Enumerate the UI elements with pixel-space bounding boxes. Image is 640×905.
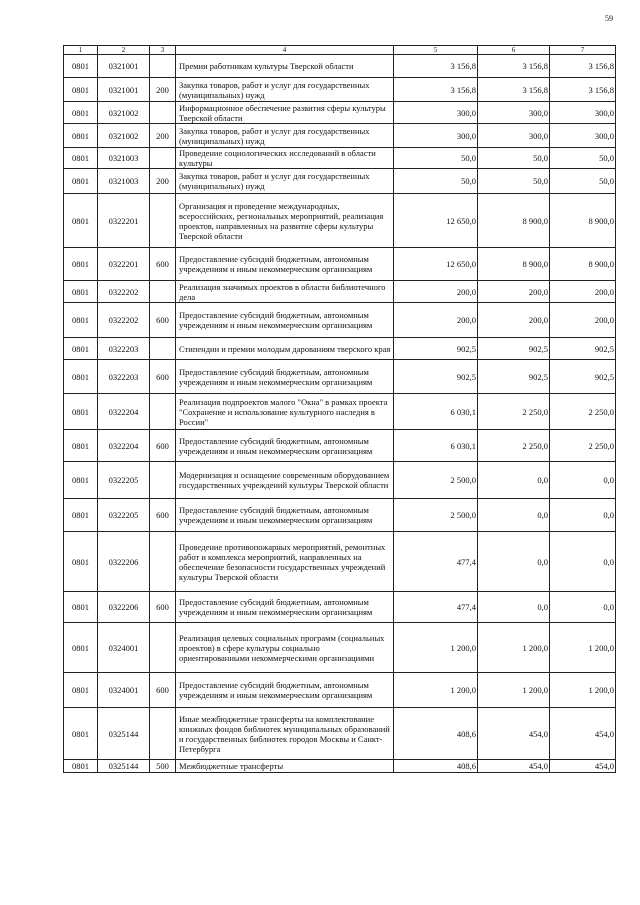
row-expense-type: 200 <box>150 124 176 148</box>
row-target-code: 0322206 <box>98 592 150 623</box>
row-value-col7: 8 900,0 <box>550 248 616 281</box>
row-expense-type <box>150 194 176 248</box>
row-name: Премии работникам культуры Тверской области <box>176 55 394 78</box>
row-target-code: 0322203 <box>98 338 150 360</box>
table-row <box>64 124 616 148</box>
row-value-col5: 408,6 <box>394 708 478 760</box>
row-target-code: 0325144 <box>98 708 150 760</box>
row-section-code: 0801 <box>64 55 98 78</box>
row-section-code: 0801 <box>64 78 98 102</box>
row-value-col5: 300,0 <box>394 102 478 124</box>
row-target-code: 0322201 <box>98 248 150 281</box>
row-value-col7: 1 200,0 <box>550 623 616 673</box>
row-name: Информационное обеспечение развития сферы культуры Тверской области <box>176 102 394 124</box>
row-name: Закупка товаров, работ и услуг для государственных (муниципальных) нужд <box>176 78 394 102</box>
row-value-col6: 0,0 <box>478 592 550 623</box>
row-name: Иные межбюджетные трансферты на комплектование книжных фондов библиотек муниципальных образований и государственных библиотек городов Москвы и Санкт-Петербурга <box>176 708 394 760</box>
row-value-col7: 454,0 <box>550 708 616 760</box>
row-target-code: 0321003 <box>98 148 150 169</box>
row-value-col5: 12 650,0 <box>394 248 478 281</box>
row-value-col7: 2 250,0 <box>550 394 616 430</box>
row-section-code: 0801 <box>64 623 98 673</box>
row-value-col5: 2 500,0 <box>394 462 478 499</box>
row-value-col5: 6 030,1 <box>394 430 478 462</box>
row-name: Предоставление субсидий бюджетным, автономным учреждениям и иным некоммерческим организациям <box>176 592 394 623</box>
row-value-col7: 3 156,8 <box>550 78 616 102</box>
row-value-col5: 902,5 <box>394 338 478 360</box>
row-value-col7: 0,0 <box>550 462 616 499</box>
row-section-code: 0801 <box>64 169 98 194</box>
row-value-col5: 1 200,0 <box>394 673 478 708</box>
row-value-col7: 200,0 <box>550 281 616 303</box>
row-section-code: 0801 <box>64 248 98 281</box>
row-value-col6: 0,0 <box>478 462 550 499</box>
row-value-col7: 902,5 <box>550 360 616 394</box>
row-expense-type <box>150 623 176 673</box>
row-name: Реализация значимых проектов в области библиотечного дела <box>176 281 394 303</box>
row-value-col6: 0,0 <box>478 499 550 532</box>
row-value-col7: 50,0 <box>550 148 616 169</box>
row-expense-type: 600 <box>150 499 176 532</box>
row-expense-type <box>150 55 176 78</box>
column-header: 2 <box>98 46 150 55</box>
row-expense-type <box>150 102 176 124</box>
column-number-row <box>64 46 616 55</box>
row-name: Межбюджетные трансферты <box>176 760 394 773</box>
row-expense-type <box>150 462 176 499</box>
row-expense-type: 200 <box>150 78 176 102</box>
budget-table <box>63 45 616 773</box>
row-value-col7: 200,0 <box>550 303 616 338</box>
table-row <box>64 281 616 303</box>
row-value-col7: 300,0 <box>550 102 616 124</box>
row-target-code: 0322206 <box>98 532 150 592</box>
row-target-code: 0321003 <box>98 169 150 194</box>
row-name: Предоставление субсидий бюджетным, автономным учреждениям и иным некоммерческим организациям <box>176 430 394 462</box>
table-row <box>64 592 616 623</box>
row-target-code: 0321002 <box>98 124 150 148</box>
row-section-code: 0801 <box>64 194 98 248</box>
row-section-code: 0801 <box>64 102 98 124</box>
row-section-code: 0801 <box>64 303 98 338</box>
row-target-code: 0321002 <box>98 102 150 124</box>
row-section-code: 0801 <box>64 673 98 708</box>
row-section-code: 0801 <box>64 430 98 462</box>
row-expense-type: 600 <box>150 673 176 708</box>
row-value-col6: 50,0 <box>478 148 550 169</box>
table-row <box>64 394 616 430</box>
column-header: 5 <box>394 46 478 55</box>
row-value-col6: 50,0 <box>478 169 550 194</box>
row-target-code: 0322201 <box>98 194 150 248</box>
row-name: Предоставление субсидий бюджетным, автономным учреждениям и иным некоммерческим организациям <box>176 360 394 394</box>
row-name: Стипендии и премии молодым дарованиям тверского края <box>176 338 394 360</box>
table-row <box>64 760 616 773</box>
table-row <box>64 462 616 499</box>
table-row <box>64 623 616 673</box>
row-target-code: 0322205 <box>98 499 150 532</box>
row-target-code: 0322202 <box>98 303 150 338</box>
row-name: Предоставление субсидий бюджетным, автономным учреждениям и иным некоммерческим организациям <box>176 499 394 532</box>
row-expense-type <box>150 394 176 430</box>
row-target-code: 0321001 <box>98 78 150 102</box>
row-value-col5: 200,0 <box>394 303 478 338</box>
row-expense-type: 500 <box>150 760 176 773</box>
row-expense-type: 600 <box>150 430 176 462</box>
row-value-col7: 0,0 <box>550 592 616 623</box>
row-section-code: 0801 <box>64 360 98 394</box>
row-value-col6: 2 250,0 <box>478 394 550 430</box>
row-section-code: 0801 <box>64 462 98 499</box>
row-name: Закупка товаров, работ и услуг для государственных (муниципальных) нужд <box>176 124 394 148</box>
column-header: 7 <box>550 46 616 55</box>
row-name: Предоставление субсидий бюджетным, автономным учреждениям и иным некоммерческим организациям <box>176 673 394 708</box>
row-value-col5: 408,6 <box>394 760 478 773</box>
table-row <box>64 430 616 462</box>
table-row <box>64 102 616 124</box>
row-value-col6: 902,5 <box>478 360 550 394</box>
table-row <box>64 303 616 338</box>
row-value-col6: 300,0 <box>478 102 550 124</box>
row-name: Модернизация и оснащение современным оборудованием государственных учреждений культуры Тверской области <box>176 462 394 499</box>
row-value-col5: 3 156,8 <box>394 55 478 78</box>
row-name: Реализация целевых социальных программ (социальных проектов) в сфере культуры социально ориентированными некоммерческими организациями <box>176 623 394 673</box>
row-expense-type <box>150 532 176 592</box>
table-row <box>64 78 616 102</box>
row-value-col5: 3 156,8 <box>394 78 478 102</box>
row-name: Организация и проведение международных, всероссийских, региональных мероприятий, реализация проектов, направленных на развитие сферы культуры Тверской области <box>176 194 394 248</box>
row-value-col5: 6 030,1 <box>394 394 478 430</box>
row-section-code: 0801 <box>64 592 98 623</box>
column-header: 1 <box>64 46 98 55</box>
row-value-col6: 300,0 <box>478 124 550 148</box>
row-target-code: 0322205 <box>98 462 150 499</box>
row-expense-type: 200 <box>150 169 176 194</box>
row-value-col7: 0,0 <box>550 532 616 592</box>
row-section-code: 0801 <box>64 532 98 592</box>
row-target-code: 0322204 <box>98 430 150 462</box>
row-value-col6: 8 900,0 <box>478 194 550 248</box>
row-value-col7: 50,0 <box>550 169 616 194</box>
table-row <box>64 338 616 360</box>
row-value-col5: 50,0 <box>394 169 478 194</box>
row-target-code: 0322202 <box>98 281 150 303</box>
row-value-col7: 454,0 <box>550 760 616 773</box>
row-value-col7: 3 156,8 <box>550 55 616 78</box>
table-row <box>64 499 616 532</box>
row-value-col6: 902,5 <box>478 338 550 360</box>
table-row <box>64 248 616 281</box>
row-value-col6: 1 200,0 <box>478 623 550 673</box>
row-value-col5: 2 500,0 <box>394 499 478 532</box>
row-value-col6: 454,0 <box>478 708 550 760</box>
row-target-code: 0322203 <box>98 360 150 394</box>
row-value-col5: 300,0 <box>394 124 478 148</box>
row-target-code: 0325144 <box>98 760 150 773</box>
table-row <box>64 148 616 169</box>
row-value-col5: 12 650,0 <box>394 194 478 248</box>
row-value-col7: 2 250,0 <box>550 430 616 462</box>
row-value-col5: 902,5 <box>394 360 478 394</box>
row-expense-type: 600 <box>150 360 176 394</box>
row-value-col7: 0,0 <box>550 499 616 532</box>
row-value-col6: 3 156,8 <box>478 78 550 102</box>
row-target-code: 0324001 <box>98 623 150 673</box>
row-value-col6: 0,0 <box>478 532 550 592</box>
column-header: 3 <box>150 46 176 55</box>
row-target-code: 0322204 <box>98 394 150 430</box>
row-expense-type <box>150 148 176 169</box>
table-row <box>64 360 616 394</box>
row-section-code: 0801 <box>64 148 98 169</box>
row-section-code: 0801 <box>64 394 98 430</box>
row-value-col6: 200,0 <box>478 303 550 338</box>
row-section-code: 0801 <box>64 124 98 148</box>
row-value-col6: 2 250,0 <box>478 430 550 462</box>
row-name: Проведение противопожарных мероприятий, ремонтных работ и комплекса мероприятий, направленных на обеспечение безопасности государственных учреждений культуры Тверской области <box>176 532 394 592</box>
row-expense-type <box>150 281 176 303</box>
row-value-col5: 1 200,0 <box>394 623 478 673</box>
row-section-code: 0801 <box>64 338 98 360</box>
table-row <box>64 708 616 760</box>
row-expense-type <box>150 708 176 760</box>
row-section-code: 0801 <box>64 760 98 773</box>
row-value-col5: 200,0 <box>394 281 478 303</box>
table-row <box>64 532 616 592</box>
column-header: 4 <box>176 46 394 55</box>
column-header: 6 <box>478 46 550 55</box>
row-expense-type: 600 <box>150 248 176 281</box>
row-target-code: 0321001 <box>98 55 150 78</box>
row-target-code: 0324001 <box>98 673 150 708</box>
row-value-col5: 477,4 <box>394 592 478 623</box>
row-value-col6: 454,0 <box>478 760 550 773</box>
row-name: Предоставление субсидий бюджетным, автономным учреждениям и иным некоммерческим организациям <box>176 248 394 281</box>
table-row <box>64 673 616 708</box>
row-value-col6: 200,0 <box>478 281 550 303</box>
row-value-col7: 8 900,0 <box>550 194 616 248</box>
row-name: Предоставление субсидий бюджетным, автономным учреждениям и иным некоммерческим организациям <box>176 303 394 338</box>
row-value-col5: 477,4 <box>394 532 478 592</box>
row-value-col7: 300,0 <box>550 124 616 148</box>
table-row <box>64 169 616 194</box>
row-value-col5: 50,0 <box>394 148 478 169</box>
row-name: Проведение социологических исследований в области культуры <box>176 148 394 169</box>
row-name: Реализация подпроектов малого "Окна" в рамках проекта "Сохранение и использование культурного наследия в России" <box>176 394 394 430</box>
row-section-code: 0801 <box>64 499 98 532</box>
row-section-code: 0801 <box>64 281 98 303</box>
row-expense-type <box>150 338 176 360</box>
row-expense-type: 600 <box>150 303 176 338</box>
row-expense-type: 600 <box>150 592 176 623</box>
row-value-col6: 3 156,8 <box>478 55 550 78</box>
row-value-col7: 902,5 <box>550 338 616 360</box>
row-name: Закупка товаров, работ и услуг для государственных (муниципальных) нужд <box>176 169 394 194</box>
table-row <box>64 194 616 248</box>
row-value-col7: 1 200,0 <box>550 673 616 708</box>
table-row <box>64 55 616 78</box>
row-value-col6: 1 200,0 <box>478 673 550 708</box>
page-number: 59 <box>605 14 613 23</box>
row-section-code: 0801 <box>64 708 98 760</box>
row-value-col6: 8 900,0 <box>478 248 550 281</box>
